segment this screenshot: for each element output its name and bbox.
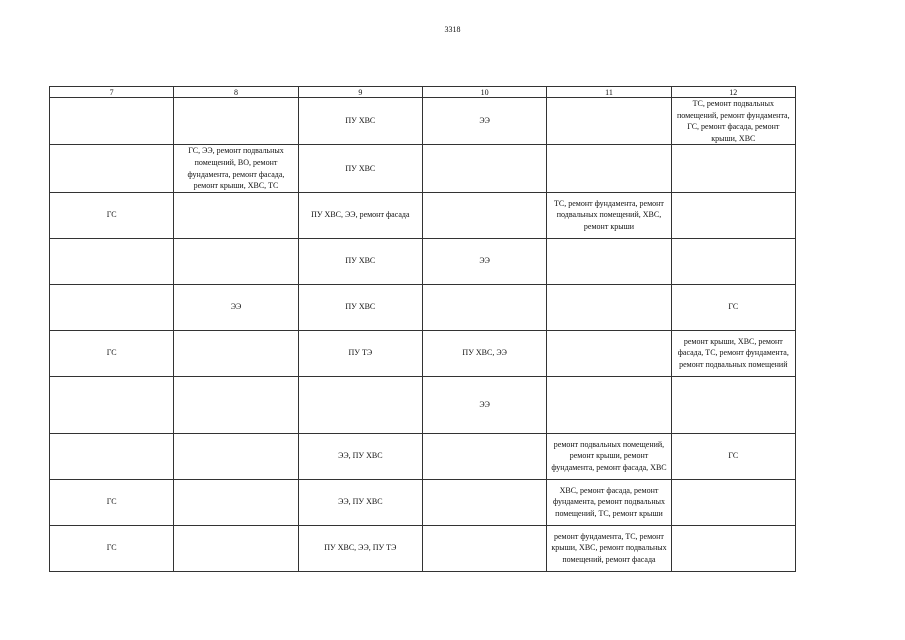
table-cell: ЭЭ xyxy=(422,376,546,433)
table-cell xyxy=(50,98,174,145)
table-cell: ПУ ХВС xyxy=(298,238,422,284)
table-cell xyxy=(547,238,671,284)
table-row xyxy=(50,479,796,525)
column-header: 9 xyxy=(298,87,422,98)
table-cell: ГС xyxy=(50,192,174,238)
table-cell xyxy=(174,192,298,238)
table-cell: ХВС, ремонт фасада, ремонт фундамента, ремонт подвальных помещений, ТС, ремонт крыши xyxy=(547,479,671,525)
table-cell: ЭЭ, ПУ ХВС xyxy=(298,433,422,479)
table-row xyxy=(50,192,796,238)
table-cell xyxy=(547,98,671,145)
table-row xyxy=(50,376,796,433)
table-cell xyxy=(50,145,174,192)
table-cell xyxy=(671,479,795,525)
table-row xyxy=(50,284,796,330)
header-row xyxy=(50,87,796,98)
table-cell: ГС xyxy=(50,525,174,571)
table-cell xyxy=(671,145,795,192)
table-cell xyxy=(547,284,671,330)
table-row xyxy=(50,525,796,571)
table-cell xyxy=(174,98,298,145)
table-cell: ГС xyxy=(671,284,795,330)
table-cell: ЭЭ xyxy=(422,98,546,145)
table-cell: ГС, ЭЭ, ремонт подвальных помещений, ВО, ремонт фундамента, ремонт фасада, ремонт крыши, ХВС, ТС xyxy=(174,145,298,192)
table-row xyxy=(50,238,796,284)
table-cell: ГС xyxy=(50,479,174,525)
table-cell xyxy=(174,238,298,284)
column-header: 7 xyxy=(50,87,174,98)
table-cell: ТС, ремонт подвальных помещений, ремонт фундамента, ГС, ремонт фасада, ремонт крыши, ХВС xyxy=(671,98,795,145)
column-header: 8 xyxy=(174,87,298,98)
table-cell: ПУ ХВС xyxy=(298,98,422,145)
table-cell: ремонт фундамента, ТС, ремонт крыши, ХВС, ремонт подвальных помещений, ремонт фасада xyxy=(547,525,671,571)
table-cell xyxy=(671,238,795,284)
table-cell: ремонт крыши, ХВС, ремонт фасада, ТС, ремонт фундамента, ремонт подвальных помещений xyxy=(671,330,795,376)
table-cell: ПУ ХВС, ЭЭ, ПУ ТЭ xyxy=(298,525,422,571)
table-cell: ПУ ТЭ xyxy=(298,330,422,376)
table-cell xyxy=(298,376,422,433)
table-cell xyxy=(174,525,298,571)
page-number: 3318 xyxy=(444,25,461,34)
table-cell xyxy=(50,433,174,479)
table-cell: ГС xyxy=(671,433,795,479)
table-cell xyxy=(174,479,298,525)
column-header: 12 xyxy=(671,87,795,98)
table-cell xyxy=(50,284,174,330)
column-header: 11 xyxy=(547,87,671,98)
table-cell: ТС, ремонт фундамента, ремонт подвальных помещений, ХВС, ремонт крыши xyxy=(547,192,671,238)
table-cell xyxy=(50,376,174,433)
table-cell xyxy=(422,433,546,479)
table-cell xyxy=(50,238,174,284)
table-cell xyxy=(547,376,671,433)
table-cell: ЭЭ xyxy=(422,238,546,284)
table-row xyxy=(50,145,796,192)
table-cell xyxy=(174,433,298,479)
table-row xyxy=(50,98,796,145)
table-cell: ЭЭ xyxy=(174,284,298,330)
table-cell xyxy=(671,376,795,433)
table-cell: ремонт подвальных помещений, ремонт крыши, ремонт фундамента, ремонт фасада, ХВС xyxy=(547,433,671,479)
table-cell: ПУ ХВС xyxy=(298,284,422,330)
table-cell xyxy=(547,330,671,376)
table-cell xyxy=(422,479,546,525)
table-row xyxy=(50,330,796,376)
table-cell xyxy=(422,145,546,192)
table-cell: ПУ ХВС, ЭЭ xyxy=(422,330,546,376)
table-cell xyxy=(547,145,671,192)
table-cell xyxy=(422,192,546,238)
table-cell xyxy=(422,284,546,330)
table-cell: ПУ ХВС, ЭЭ, ремонт фасада xyxy=(298,192,422,238)
table-cell: ПУ ХВС xyxy=(298,145,422,192)
table-cell xyxy=(174,330,298,376)
table-row xyxy=(50,433,796,479)
table-cell xyxy=(671,192,795,238)
column-header: 10 xyxy=(422,87,546,98)
data-table xyxy=(49,86,796,572)
table-cell: ГС xyxy=(50,330,174,376)
table-cell xyxy=(671,525,795,571)
table-cell xyxy=(422,525,546,571)
table-cell: ЭЭ, ПУ ХВС xyxy=(298,479,422,525)
table-cell xyxy=(174,376,298,433)
